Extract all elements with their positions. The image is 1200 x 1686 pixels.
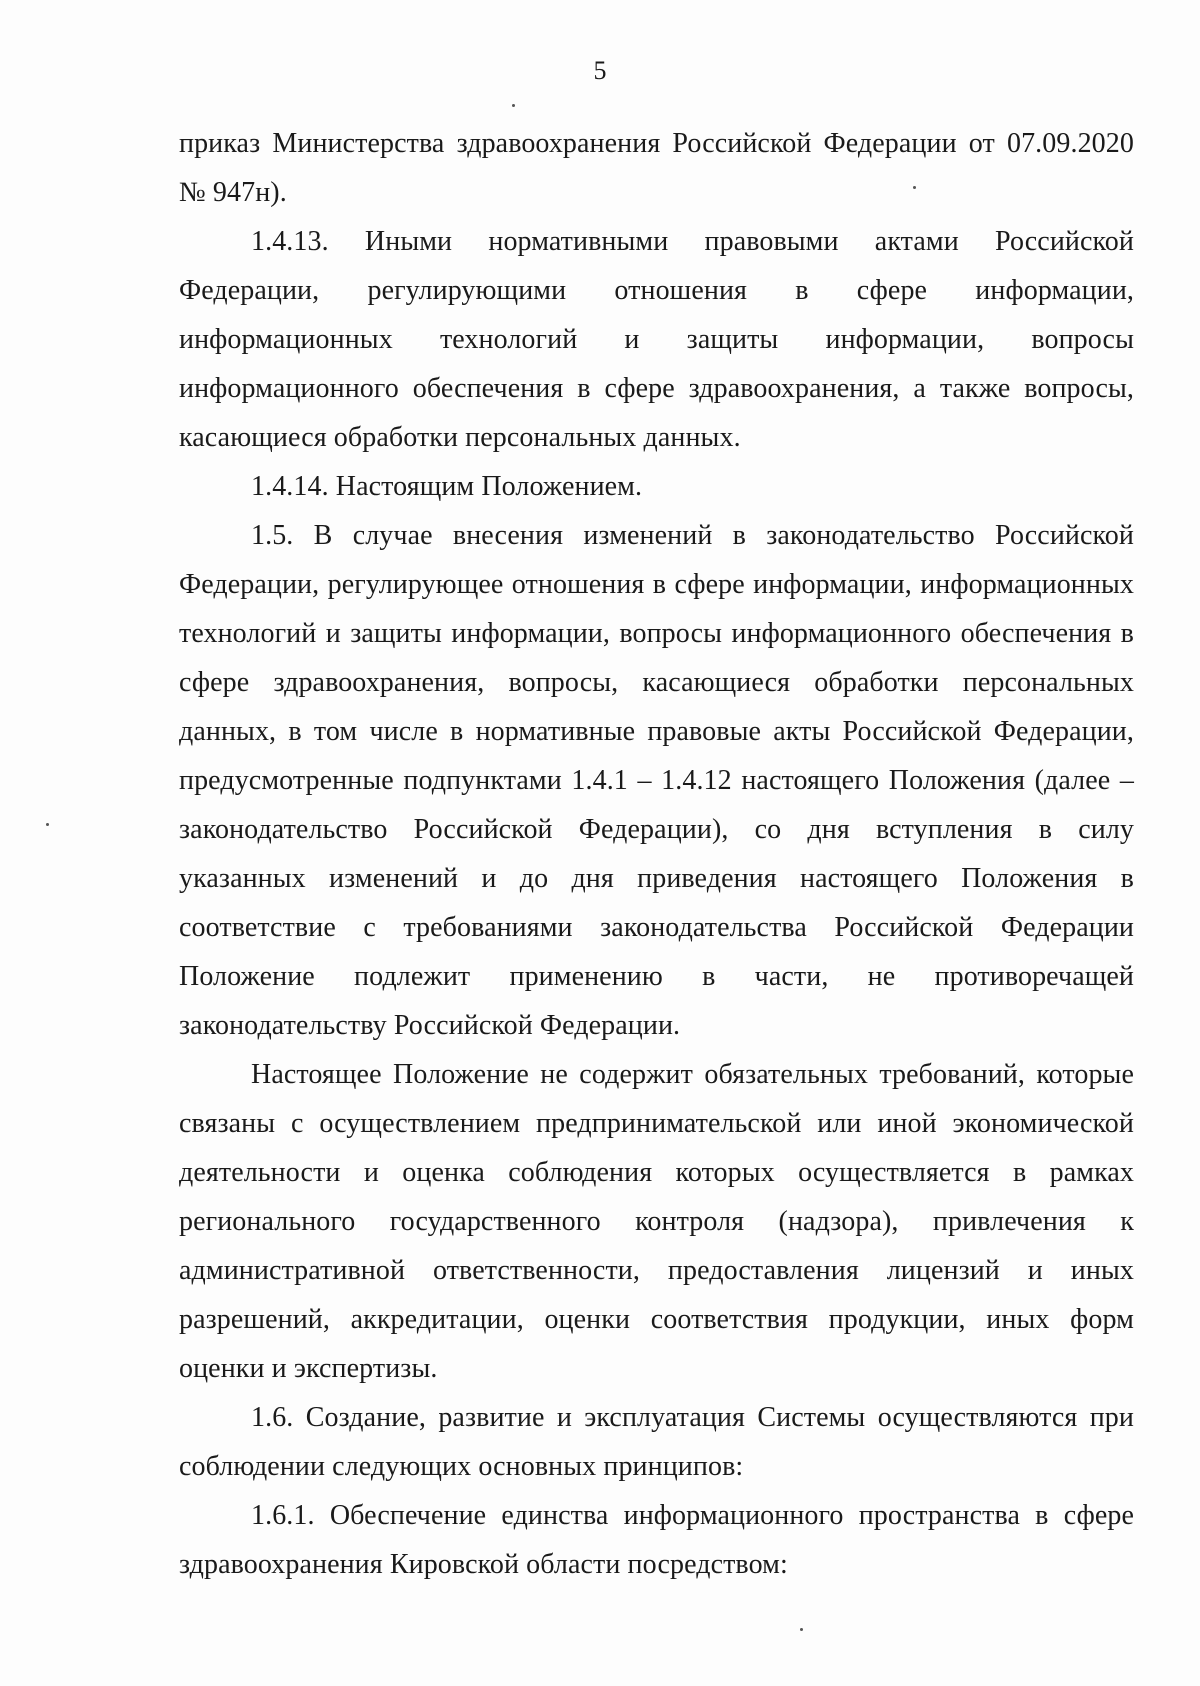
document-body <box>179 119 1134 1589</box>
paragraph-no-mandatory-requirements: Настоящее Положение не содержит обязательных требований, которые связаны с осуществлением предпринимательской или иной экономической деятельности и оценка соблюдения которых осуществляется в рамках регионального государственного контроля (надзора), привлечения к административной ответственности, предоставления лицензий и иных разрешений, аккредитации, оценки соответствия продукции, иных форм оценки и экспертизы. <box>179 1059 1134 1384</box>
scan-speck <box>512 104 515 107</box>
page-number: 5 <box>593 56 607 85</box>
paragraph-1-4-14: 1.4.14. Настоящим Положением. <box>251 471 643 502</box>
paragraph-1-4-13: 1.4.13. Иными нормативными правовыми актами Российской Федерации, регулирующими отношения в сфере информации, информационных технологий и защиты информации, вопросы информационного обеспечения в сфере здравоохранения, а также вопросы, касающиеся обработки персональных данных. <box>179 226 1134 453</box>
scan-speck <box>800 1628 803 1631</box>
scan-speck <box>46 823 49 826</box>
paragraph-1-6-1: 1.6.1. Обеспечение единства информационного пространства в сфере здравоохранения Кировской области посредством: <box>179 1500 1134 1580</box>
paragraph-continuation: приказ Министерства здравоохранения Российской Федерации от 07.09.2020 № 947н). <box>179 128 1134 208</box>
paragraph-1-5: 1.5. В случае внесения изменений в законодательство Российской Федерации, регулирующее отношения в сфере информации, информационных технологий и защиты информации, вопросы информационного обеспечения в сфере здравоохранения, вопросы, касающиеся обработки персональных данных, в том числе в нормативные правовые акты Российской Федерации, предусмотренные подпунктами 1.4.1 – 1.4.12 настоящего Положения (далее – законодательство Российской Федерации), со дня вступления в силу указанных изменений и до дня приведения настоящего Положения в соответствие с требованиями законодательства Российской Федерации Положение подлежит применению в части, не противоречащей законодательству Российской Федерации. <box>179 520 1134 1041</box>
scan-speck <box>913 186 916 189</box>
paragraph-1-6: 1.6. Создание, развитие и эксплуатация Системы осуществляются при соблюдении следующих основных принципов: <box>179 1402 1134 1482</box>
